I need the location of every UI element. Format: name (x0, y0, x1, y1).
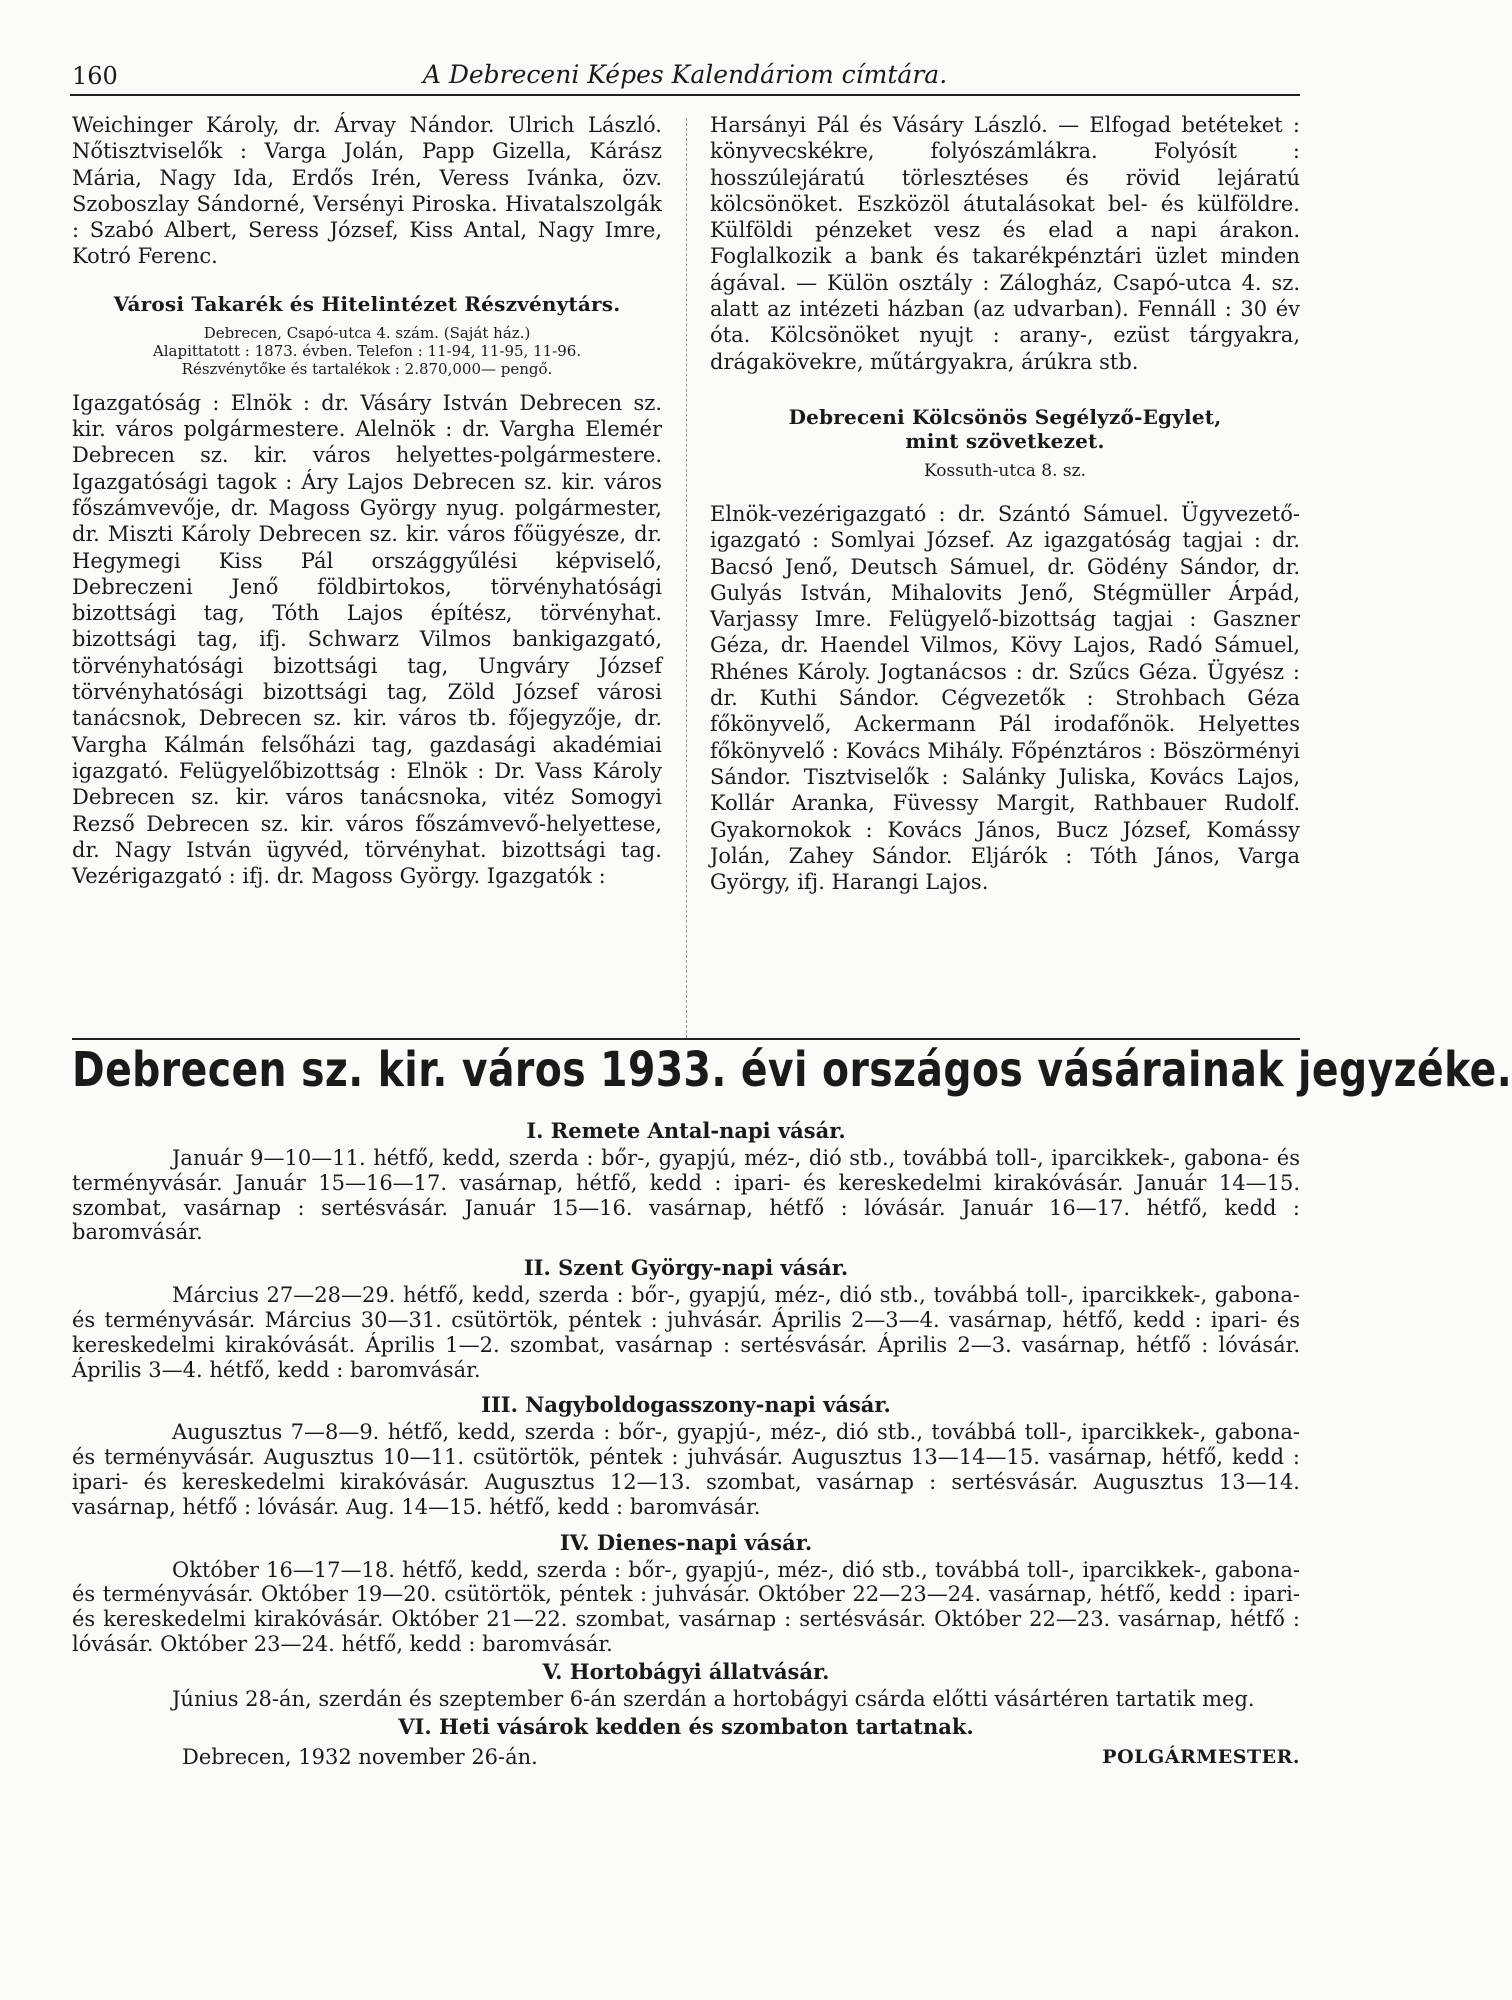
services-paragraph: Harsányi Pál és Vásáry László. — Elfogad betéteket : könyvecskékre, folyószámlákra. Folyósít : hosszúlejáratú törlesztéses és rövid lejáratú kölcsönöket. Eszközöl átutalásokat bel- és külföldre. Külföldi pénzeket vesz és elad a napi árakon. Foglalkozik a bank és takarékpénztári üzlet minden ágával. — Külön osztály : Zálogház, Csapó-utca 4. sz. alatt az intézeti házban (az udvarban). Fennáll : 30 év óta. Kölcsönöket nyujt : arany-, ezüst tárgyakra, drágakövekre, műtárgyakra, árúkra stb. (710, 113, 1300, 374)
page-header (70, 60, 1300, 96)
signature: POLGÁRMESTER. (1102, 1745, 1300, 1768)
fair-section (72, 1390, 1300, 1519)
board-paragraph: Igazgatóság : Elnök : dr. Vásáry István Debrecen sz. kir. város polgármestere. Alelnök : dr. Vargha Elemér Debrecen sz. kir. város helyettes-polgármestere. Igazgatósági tagok : Áry Lajos Debrecen sz. kir. város főszámvevője, dr. Magoss György nyug. polgármester, dr. Miszti Károly Debrecen sz. kir. város főügyésze, dr. Hegymegi Kiss Pál országgyűlési képviselő, Debreczeni Jenő földbirtokos, törvényhatósági bizottsági tag, Tóth Lajos építész, törvényhat. bizottsági tag, ifj. Schwarz Vilmos bankigazgató, törvényhatósági bizottsági tag, Ungváry József törvényhatósági bizottsági tag, Zöld József városi tanácsnok, Debrecen sz. kir. város tb. főjegyzője, dr. Vargha Kálmán felsőházi tag, gazdasági akadémiai igazgató. Felügyelőbizottság : Elnök : Dr. Vass Károly Debrecen sz. kir. város tanácsnoka, vitéz Somogyi Rezső Debrecen sz. kir. város főszámvevő-helyettese, dr. Nagy István ügyvéd, törvényhat. bizottsági tag. Vezérigazgató : ifj. dr. Magoss György. Igazgatók : (72, 390, 662, 889)
institution-title: Városi Takarék és Hitelintézet Részvénytárs. (113, 291, 621, 316)
fair-title: VI. Heti vásárok kedden és szombaton tartatnak. (398, 1713, 974, 1739)
fair-section (72, 1528, 1300, 1657)
running-title: A Debreceni Képes Kalendáriom címtára. (422, 60, 948, 89)
fair-title: I. Remete Antal-napi vásár. (526, 1118, 846, 1143)
section-rule (72, 1038, 1300, 1040)
page-number: 160 (72, 62, 118, 90)
institution-address: Debrecen, Csapó-utca 4. szám. (Saját ház.) (203, 323, 531, 342)
fairs-list (72, 1116, 1300, 1772)
fair-text: Március 27—28—29. hétfő, kedd, szerda : bőr-, gyapjú, méz-, dió stb., továbbá toll-, iparcikkek-, gabona- és terményvásár. Március 30—31. csütörtök, péntek : juhvásár. Április 2—3—4. vasárnap, hétfő, kedd : ipari- és kereskedelmi kirakóvását. Április 1—2. szombat, vasárnap : sertésvásár. Április 2—3. vasárnap, hétfő : lóvásár. Április 3—4. hétfő, kedd : baromvásár. (72, 1283, 1300, 1382)
institution-address-2: Kossuth-utca 8. sz. (924, 460, 1086, 481)
staff-list-paragraph: Weichinger Károly, dr. Árvay Nándor. Ulrich László. Nőtisztviselők : Varga Jolán, Papp Gizella, Kárász Mária, Nagy Ida, Erdős Irén, Veress Ivánka, özv. Szoboszlay Sándorné, Versényi Piroska. Hivatalszolgák : Szabó Albert, Seress József, Kiss Antal, Nagy Imre, Kotró Ferenc. (72, 113, 662, 269)
fair-title: III. Nagyboldogasszony-napi vásár. (481, 1392, 891, 1418)
fair-section (72, 1116, 1300, 1245)
fair-title: V. Hortobágyi állatvásár. (542, 1658, 830, 1684)
fair-section (72, 1253, 1300, 1382)
fair-title: II. Szent György-napi vásár. (523, 1255, 849, 1281)
fair-text: Január 9—10—11. hétfő, kedd, szerda : bőr-, gyapjú, méz-, dió stb., továbbá toll-, iparcikkek-, gabona- és terményvásár. Január 15—16—17. vasárnap, hétfő, kedd : ipari- és kereskedelmi kirakóvásár. Január 14—15. szombat, vasárnap : sertésvásár. Január 15—16. vasárnap, hétfő : lóvásár. Január 16—17. hétfő, kedd : baromvásár. (72, 1146, 1300, 1245)
fair-section (72, 1712, 1300, 1742)
institution-subtitle-2: mint szövetkezet. (905, 428, 1105, 453)
right-column (710, 112, 1300, 895)
officers-paragraph: Elnök-vezérigazgató : dr. Szántó Sámuel. Ügyvezető-igazgató : Somlyai József. Az igazgatóság tagjai : dr. Bacsó Jenő, Deutsch Sámuel, dr. Gödény Sándor, dr. Gulyás István, Mihalovits Jenő, Stégmüller Árpád, Varjassy Imre. Felügyelő-bizottság tagjai : Gaszner Géza, dr. Haendel Vilmos, Kövy Lajos, Radó Sámuel, Rhénes Károly. Jogtanácsos : dr. Szűcs Géza. Ügyész : dr. Kuthi Sándor. Cégvezetők : Strohbach Géza főkönyvelő, Ackermann Pál irodafőnök. Helyettes főkönyvelő : Kovács Mihály. Főpénztáros : Böszörményi Sándor. Tisztviselők : Salánky Juliska, Kovács Lajos, Kollár Aranka, Füvessy Margit, Rathbauer Rudolf. Gyakornokok : Kovács János, Bucz József, Komássy Jolán, Zahey Sándor. Eljárók : Tóth János, Varga György, ifj. Harangi Lajos. (710, 501, 1300, 895)
fair-section (72, 1657, 1300, 1712)
institution-capital: Részvénytőke és tartalékok : 2.870,000— pengő. (181, 359, 553, 378)
institution-title-2: Debreceni Kölcsönös Segélyző-Egylet, (788, 404, 1222, 429)
main-heading: Debrecen sz. kir. város 1933. évi országos vásárainak jegyzéke. (72, 1042, 1512, 1098)
column-divider (686, 118, 687, 1038)
fair-title: IV. Dienes-napi vásár. (559, 1529, 813, 1555)
fair-text: Október 16—17—18. hétfő, kedd, szerda : bőr-, gyapjú-, méz-, dió stb., továbbá toll-, iparcikkek-, gabona- és terményvásár. Október 19—20. csütörtök, péntek : juhvásár. Október 22—23—24. vasárnap, hétfő, kedd : ipari- és kereskedelmi kirakóvásár. Október 21—22. szombat, vasárnap : sertésvásár. Október 22—23. vasárnap, hétfő : lóvásár. Október 23—24. hétfő, kedd : baromvásár. (72, 1557, 1300, 1656)
left-column (72, 112, 662, 889)
institution-founding: Alapittatott : 1873. évben. Telefon : 11-94, 11-95, 11-96. (152, 341, 582, 360)
fair-text: Június 28-án, szerdán és szeptember 6-án szerdán a hortobágyi csárda előtti vásártéren tartatik meg. (172, 1686, 1255, 1711)
place-date: Debrecen, 1932 november 26-án. (182, 1744, 538, 1769)
closing-line (72, 1742, 1300, 1772)
fair-text: Augusztus 7—8—9. hétfő, kedd, szerda : bőr-, gyapjú-, méz-, dió stb., továbbá toll-, iparcikkek-, gabona- és terményvásár. Augusztus 10—11. csütörtök, péntek : juhvásár. Augusztus 13—14—15. vasárnap, hétfő, kedd : ipari- és kereskedelmi kirakóvásár. Augusztus 12—13. szombat, vasárnap : sertésvásár. Augusztus 13—14. vasárnap, hétfő : lóvásár. Aug. 14—15. hétfő, kedd : baromvásár. (72, 1420, 1300, 1519)
